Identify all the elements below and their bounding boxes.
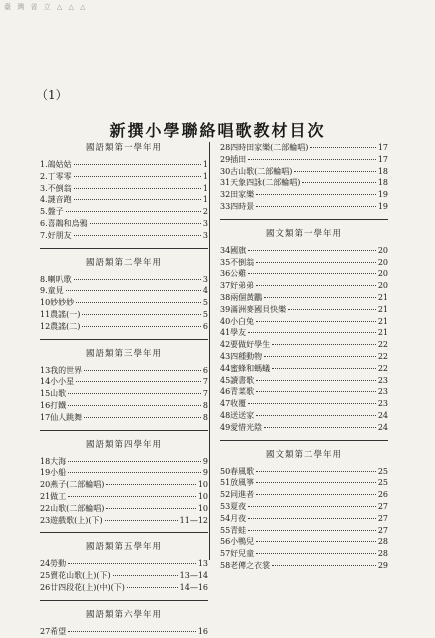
entry-page: 1	[202, 160, 208, 169]
entry-title: 1.鴿姑姑	[40, 160, 72, 169]
toc-entry	[220, 245, 388, 257]
toc-entry	[220, 201, 388, 213]
toc-entry	[40, 194, 208, 206]
dot-leader	[113, 575, 178, 576]
entry-page: 20	[377, 281, 388, 291]
entry-title: 10妙妙妙	[40, 298, 75, 308]
document-title: 新撰小學聯絡唱歌教材目次	[109, 121, 326, 140]
dot-leader	[74, 235, 201, 236]
dot-leader	[106, 484, 195, 485]
dot-leader	[74, 164, 201, 165]
entry-title: 31天象四詠(二部輪唱)	[220, 178, 301, 188]
dot-leader	[248, 518, 376, 519]
entry-page: 21	[377, 316, 388, 326]
dot-leader	[248, 403, 376, 404]
dot-leader	[68, 631, 196, 632]
entry-page: 13—14	[179, 571, 208, 581]
section-divider	[40, 430, 208, 431]
entry-title: 49愛惜光陰	[220, 422, 263, 432]
dot-leader	[248, 159, 376, 160]
dot-leader	[76, 302, 201, 303]
entry-page: 24	[377, 410, 388, 420]
dot-leader	[248, 506, 376, 507]
entry-page: 19	[377, 201, 388, 211]
section-heading: 國語類第一學年用	[85, 143, 162, 153]
entry-page: 17	[377, 143, 388, 152]
toc-entry	[220, 351, 388, 363]
section-heading: 國文類第一學年用	[265, 228, 342, 239]
entry-page: 8	[202, 400, 208, 410]
entry-title: 54月夜	[220, 513, 247, 523]
entry-title: 11農謠(一)	[40, 309, 81, 319]
toc-entry	[220, 280, 388, 292]
entry-page: 21	[377, 328, 388, 338]
entry-page: 7	[202, 377, 208, 387]
toc-entry	[220, 525, 388, 537]
dot-leader	[256, 194, 376, 195]
dot-leader	[248, 530, 376, 531]
dot-leader	[90, 223, 201, 224]
entry-page: 5	[202, 309, 208, 319]
toc-entry	[220, 339, 388, 351]
toc-entry	[40, 365, 208, 377]
toc-entry	[220, 363, 388, 375]
toc-entry	[220, 560, 388, 572]
dot-leader	[272, 565, 376, 566]
dot-leader	[256, 553, 376, 554]
toc-entry	[220, 268, 388, 280]
dot-leader	[82, 314, 200, 315]
entry-title: 45讀書歌	[220, 375, 255, 385]
dot-leader	[66, 290, 201, 291]
entry-page: 14—16	[179, 582, 208, 592]
entry-title: 18大海	[40, 456, 67, 466]
entry-page: 9	[202, 456, 208, 466]
entry-title: 4.謎音跑	[40, 195, 72, 205]
entry-title: 16打鐵	[40, 400, 67, 410]
entry-page: 4	[202, 286, 208, 296]
dot-leader	[82, 326, 200, 327]
dot-leader	[68, 461, 201, 462]
toc-entry	[220, 154, 388, 166]
toc-entry	[220, 466, 388, 478]
entry-title: 53夏夜	[220, 501, 247, 511]
entry-title: 51放風箏	[220, 478, 255, 488]
entry-page: 8	[202, 412, 208, 422]
entry-title: 37好弟弟	[220, 281, 255, 291]
entry-title: 41學友	[220, 328, 247, 338]
toc-entry	[220, 257, 388, 269]
entry-title: 56小鴨兒	[220, 537, 255, 547]
toc-entry	[40, 206, 208, 218]
toc-entry	[220, 189, 388, 201]
toc-entry	[40, 400, 208, 412]
entry-page: 13	[197, 559, 208, 569]
toc-entry	[40, 285, 208, 297]
entry-title: 28四時田家樂(二部輪唱)	[220, 143, 309, 152]
page-number: （1）	[36, 88, 68, 102]
entry-page: 24	[377, 422, 388, 432]
toc-entry	[220, 536, 388, 548]
section-divider	[40, 248, 208, 249]
dot-leader	[68, 472, 201, 473]
dot-leader	[256, 391, 376, 392]
section-heading: 國語類第四學年用	[85, 439, 162, 450]
dot-leader	[256, 494, 376, 495]
toc-entry	[220, 304, 388, 316]
entry-title: 42要做好學生	[220, 340, 271, 350]
entry-title: 3.不倒翁	[40, 183, 72, 193]
entry-page: 22	[377, 363, 388, 373]
dot-leader	[105, 520, 178, 521]
entry-title: 9.童見	[40, 286, 64, 296]
entry-page: 10	[197, 480, 208, 490]
section-divider	[40, 532, 208, 533]
dot-leader	[256, 262, 376, 263]
entry-page: 2	[202, 207, 208, 217]
entry-title: 38兩個黃鸝	[220, 292, 263, 302]
toc-entry	[40, 412, 208, 424]
toc-entry	[40, 515, 208, 527]
entry-title: 44蜜蜂和螞蟻	[220, 363, 271, 373]
toc-entry	[220, 489, 388, 501]
entry-title: 6.喜鵲和烏鴉	[40, 218, 88, 228]
toc-entry	[220, 501, 388, 513]
entry-title: 24勞動	[40, 559, 67, 569]
toc-entry	[40, 570, 208, 582]
toc-entry	[40, 388, 208, 400]
entry-title: 35不倒翁	[220, 257, 255, 267]
dot-leader	[302, 182, 375, 183]
toc-entry	[40, 171, 208, 183]
entry-title: 21做工	[40, 491, 67, 501]
entry-title: 43四種動物	[220, 351, 263, 361]
entry-title: 55青蛙	[220, 525, 247, 535]
entry-page: 22	[377, 351, 388, 361]
toc-right-column	[220, 142, 388, 572]
entry-title: 34國旗	[220, 245, 247, 255]
entry-title: 40小白兔	[220, 316, 255, 326]
dot-leader	[74, 199, 201, 200]
entry-title: 30古山歌(二部輪唱)	[220, 166, 293, 176]
toc-entry	[220, 422, 388, 434]
entry-page: 20	[377, 257, 388, 267]
entry-page: 27	[377, 513, 388, 523]
entry-title: 57好兒童	[220, 549, 255, 559]
entry-page: 11—12	[179, 515, 208, 525]
toc-entry	[40, 230, 208, 242]
toc-entry	[40, 309, 208, 321]
toc-entry	[220, 177, 388, 189]
toc-entry	[220, 292, 388, 304]
entry-page: 21	[377, 292, 388, 302]
library-stamp: 臺 灣 省 立 △ △ △	[4, 3, 88, 11]
dot-leader	[84, 417, 201, 418]
dot-leader	[68, 496, 196, 497]
toc-entry	[40, 321, 208, 333]
entry-title: 7.好朋友	[40, 230, 72, 240]
toc-entry	[220, 513, 388, 525]
entry-page: 20	[377, 245, 388, 255]
dot-leader	[256, 206, 376, 207]
dot-leader	[264, 297, 376, 298]
section-heading: 國文類第二學年用	[265, 449, 342, 460]
section-divider	[220, 219, 388, 220]
toc-entry	[220, 398, 388, 410]
entry-page: 1	[202, 183, 208, 193]
entry-page: 6	[202, 321, 208, 331]
toc-entry	[40, 467, 208, 479]
toc-entry	[40, 582, 208, 594]
toc-left-column	[40, 142, 208, 638]
entry-page: 1	[202, 171, 208, 181]
entry-title: 8.喇叭歌	[40, 274, 72, 284]
entry-page: 25	[377, 466, 388, 476]
toc-entry	[220, 166, 388, 178]
entry-title: 14小小星	[40, 377, 75, 387]
entry-page: 3	[202, 218, 208, 228]
toc-entry	[220, 410, 388, 422]
entry-page: 25	[377, 478, 388, 488]
toc-entry	[40, 274, 208, 286]
entry-page: 23	[377, 387, 388, 397]
entry-title: 46青菜歌	[220, 387, 255, 397]
toc-entry	[40, 626, 208, 638]
toc-entry	[40, 491, 208, 503]
toc-entry	[40, 218, 208, 230]
entry-page: 10	[197, 503, 208, 513]
section-heading: 國語類第二學年用	[85, 257, 162, 268]
section-divider	[220, 440, 388, 441]
entry-page: 26	[377, 490, 388, 500]
entry-page: 7	[202, 389, 208, 399]
dot-leader	[272, 368, 376, 369]
entry-title: 15山歌	[40, 389, 67, 399]
entry-page: 27	[377, 501, 388, 511]
entry-page: 6	[202, 365, 208, 375]
entry-title: 47收覆	[220, 399, 247, 409]
entry-title: 17仙人跳舞	[40, 412, 83, 422]
dot-leader	[76, 381, 201, 382]
entry-title: 50春風歌	[220, 466, 255, 476]
toc-entry	[40, 376, 208, 388]
entry-page: 3	[202, 274, 208, 284]
entry-page: 18	[377, 166, 388, 176]
entry-title: 27希望	[40, 626, 67, 636]
section-heading: 國語類第三學年用	[85, 348, 162, 359]
dot-leader	[294, 171, 375, 172]
dot-leader	[256, 471, 376, 472]
entry-page: 23	[377, 375, 388, 385]
dot-leader	[272, 344, 376, 345]
toc-entry	[40, 456, 208, 468]
dot-leader	[256, 380, 376, 381]
dot-leader	[74, 176, 201, 177]
entry-title: 20燕子(二部輪唱)	[40, 480, 105, 490]
toc-entry	[40, 297, 208, 309]
dot-leader	[256, 415, 376, 416]
entry-title: 19小船	[40, 468, 67, 478]
entry-page: 28	[377, 537, 388, 547]
dot-leader	[264, 427, 376, 428]
toc-entry	[220, 548, 388, 560]
toc-entry	[220, 375, 388, 387]
dot-leader	[256, 482, 376, 483]
entry-title: 32田家樂	[220, 190, 255, 200]
entry-title: 2.丁零零	[40, 171, 72, 181]
entry-page: 23	[377, 399, 388, 409]
dot-leader	[74, 188, 201, 189]
dot-leader	[264, 356, 376, 357]
toc-entry	[220, 142, 388, 154]
entry-page: 28	[377, 549, 388, 559]
entry-title: 5.盤子	[40, 207, 64, 217]
section-heading: 國語類第五學年用	[85, 542, 162, 553]
dot-leader	[68, 563, 196, 564]
dot-leader	[127, 587, 178, 588]
toc-entry	[40, 503, 208, 515]
dot-leader	[256, 321, 376, 322]
entry-page: 21	[377, 304, 388, 314]
toc-entry	[220, 316, 388, 328]
toc-entry	[40, 558, 208, 570]
dot-leader	[84, 370, 201, 371]
dot-leader	[248, 332, 376, 333]
column-divider	[209, 142, 210, 560]
toc-entry	[40, 159, 208, 171]
entry-page: 9	[202, 468, 208, 478]
dot-leader	[68, 405, 201, 406]
entry-title: 22山歌(二部輪唱)	[40, 503, 105, 513]
entry-page: 16	[197, 626, 208, 636]
dot-leader	[68, 393, 201, 394]
dot-leader	[310, 147, 375, 148]
entry-page: 5	[202, 298, 208, 308]
dot-leader	[74, 279, 201, 280]
entry-title: 52同進者	[220, 490, 255, 500]
dot-leader	[106, 508, 195, 509]
dot-leader	[288, 309, 376, 310]
section-divider	[40, 339, 208, 340]
entry-title: 48送送家	[220, 410, 255, 420]
toc-entry	[220, 327, 388, 339]
dot-leader	[256, 541, 376, 542]
dot-leader	[248, 273, 376, 274]
entry-title: 33四時景	[220, 201, 255, 211]
entry-title: 26廿四段花(上)(中)(下)	[40, 582, 125, 592]
entry-title: 12農謠(二)	[40, 321, 81, 331]
entry-page: 3	[202, 230, 208, 240]
entry-title: 36公雞	[220, 269, 247, 279]
toc-entry	[40, 183, 208, 195]
entry-page: 27	[377, 525, 388, 535]
entry-page: 18	[377, 178, 388, 188]
dot-leader	[248, 250, 376, 251]
entry-page: 10	[197, 491, 208, 501]
toc-entry	[40, 479, 208, 491]
entry-title: 25賣花山歌(上)(下)	[40, 571, 111, 581]
entry-page: 20	[377, 269, 388, 279]
entry-title: 23遊戲歌(上)(下)	[40, 515, 103, 525]
entry-title: 58老傳之衣裳	[220, 560, 271, 570]
entry-page: 17	[377, 154, 388, 164]
entry-page: 22	[377, 340, 388, 350]
dot-leader	[66, 211, 201, 212]
toc-entry	[220, 477, 388, 489]
entry-page: 1	[202, 195, 208, 205]
entry-title: 39滿洲麥國貝快樂	[220, 304, 287, 314]
entry-page: 29	[377, 560, 388, 570]
section-heading: 國語類第六學年用	[85, 609, 162, 620]
entry-title: 13我的世界	[40, 365, 83, 375]
entry-page: 19	[377, 190, 388, 200]
dot-leader	[256, 285, 376, 286]
toc-entry	[220, 386, 388, 398]
entry-title: 29插田	[220, 154, 247, 164]
